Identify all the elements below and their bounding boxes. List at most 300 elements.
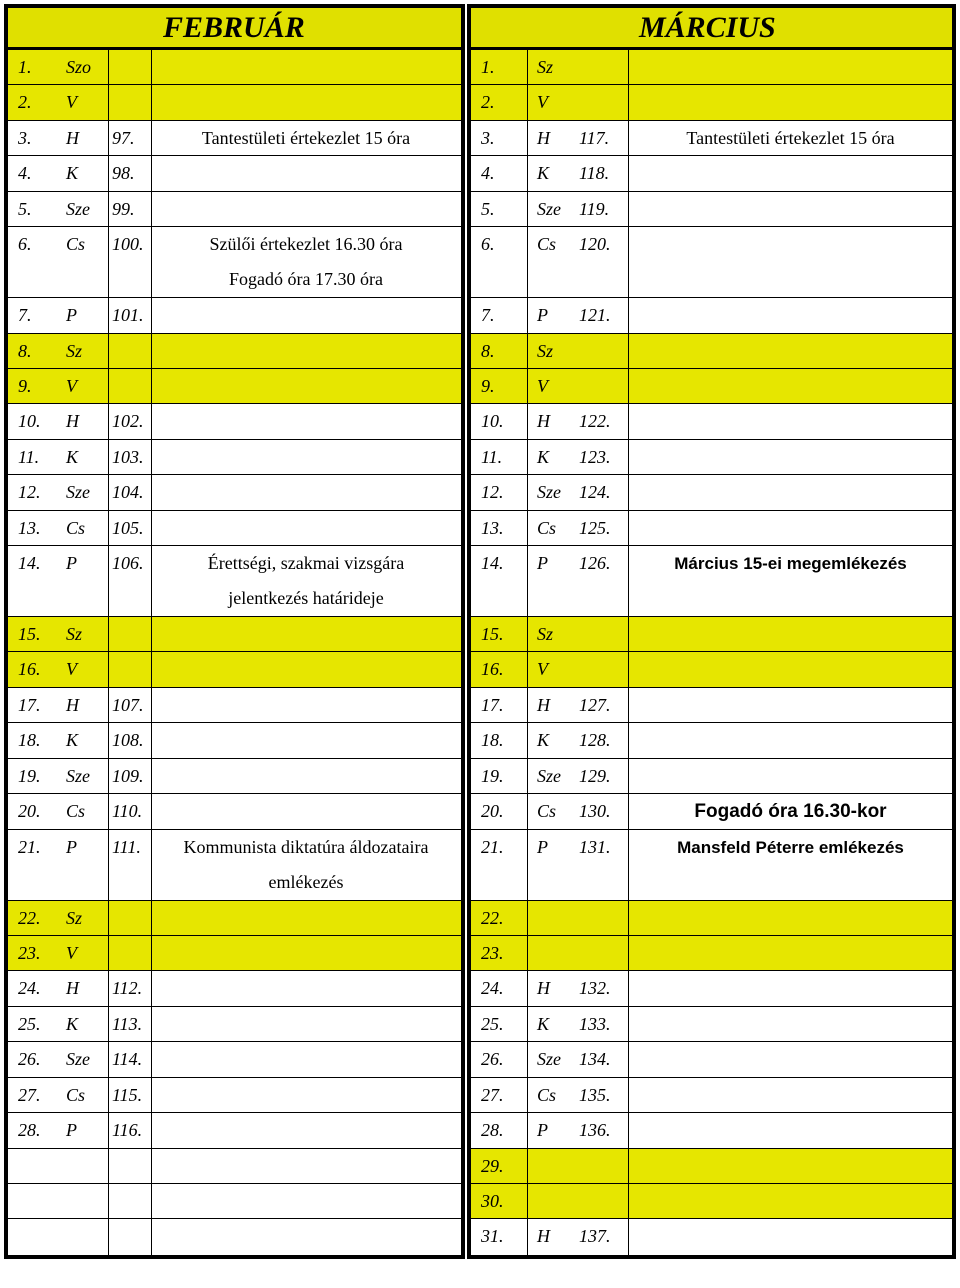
day-row [471, 1113, 952, 1148]
day-number: 29. [481, 1155, 504, 1176]
school-day-number: 102. [112, 411, 144, 432]
school-day-number: 134. [579, 1049, 611, 1070]
school-day-number: 120. [579, 234, 611, 255]
day-number: 20. [18, 801, 41, 822]
weekday: P [537, 836, 548, 857]
column-divider [151, 192, 152, 226]
day-number: 2. [18, 92, 32, 113]
column-divider [151, 794, 152, 828]
weekday: Sz [66, 624, 83, 645]
day-number: 19. [481, 765, 504, 786]
weekday: K [66, 163, 79, 184]
day-row [8, 192, 461, 227]
column-divider [527, 298, 528, 332]
column-divider [527, 227, 528, 297]
column-divider [151, 652, 152, 686]
day-row [471, 1007, 952, 1042]
column-divider [108, 1113, 109, 1147]
column-divider [108, 1219, 109, 1254]
day-row [471, 830, 952, 901]
column-divider [527, 617, 528, 651]
day-number: 21. [18, 836, 41, 857]
school-day-number: 121. [579, 305, 611, 326]
day-number: 12. [481, 482, 504, 503]
column-divider [151, 971, 152, 1005]
weekday: K [537, 730, 550, 751]
weekday: P [66, 1120, 77, 1141]
day-number: 18. [18, 730, 41, 751]
event-text [628, 830, 953, 865]
day-row [8, 440, 461, 475]
weekday: Sze [66, 198, 90, 219]
day-number: 11. [481, 446, 503, 467]
column-divider [527, 652, 528, 686]
weekday: P [537, 553, 548, 574]
column-divider [628, 901, 629, 935]
day-row [8, 830, 461, 901]
month-header [471, 8, 952, 50]
column-divider [527, 830, 528, 900]
event-text [151, 121, 461, 156]
column-divider [527, 794, 528, 828]
column-divider [108, 794, 109, 828]
day-row [8, 1042, 461, 1077]
column-divider [151, 1184, 152, 1218]
column-divider [108, 688, 109, 722]
day-row [471, 1042, 952, 1077]
school-day-number: 119. [579, 198, 610, 219]
column-divider [527, 369, 528, 403]
column-divider [151, 1219, 152, 1254]
column-divider [628, 617, 629, 651]
column-divider [151, 759, 152, 793]
day-row [471, 901, 952, 936]
column-divider [151, 298, 152, 332]
column-divider [151, 1007, 152, 1041]
day-row [471, 1078, 952, 1113]
school-day-number: 99. [112, 198, 135, 219]
school-day-number: 133. [579, 1013, 611, 1034]
day-row [471, 617, 952, 652]
weekday: H [66, 978, 79, 999]
month-title: MÁRCIUS [639, 11, 776, 44]
day-row [471, 85, 952, 120]
column-divider [628, 156, 629, 190]
weekday: Sze [66, 482, 90, 503]
day-row [471, 794, 952, 829]
column-divider [108, 830, 109, 900]
day-number: 7. [481, 305, 495, 326]
event-line: Mansfeld Péterre emlékezés [677, 837, 904, 857]
day-number: 17. [481, 694, 504, 715]
column-divider [527, 1184, 528, 1218]
day-number: 10. [18, 411, 41, 432]
day-number: 16. [18, 659, 41, 680]
day-number: 6. [481, 234, 495, 255]
weekday: Cs [537, 234, 557, 255]
day-row [471, 192, 952, 227]
day-row [8, 688, 461, 723]
day-row [8, 85, 461, 120]
weekday: Cs [537, 1084, 557, 1105]
column-divider [151, 1113, 152, 1147]
weekday: Cs [66, 234, 86, 255]
column-divider [108, 298, 109, 332]
day-row [471, 121, 952, 156]
day-number: 1. [481, 57, 495, 77]
weekday: H [66, 411, 79, 432]
column-divider [151, 475, 152, 509]
weekday: Sze [537, 482, 561, 503]
school-day-number: 104. [112, 482, 144, 503]
weekday: Sz [537, 340, 554, 361]
event-line: Kommunista diktatúra áldozataira [183, 836, 429, 857]
school-day-number: 114. [112, 1049, 143, 1070]
day-row [8, 121, 461, 156]
weekday: P [537, 305, 548, 326]
day-number: 4. [481, 163, 495, 184]
day-row [8, 156, 461, 191]
day-row [8, 652, 461, 687]
day-number: 30. [481, 1191, 504, 1212]
column-divider [151, 936, 152, 970]
school-day-number: 123. [579, 446, 611, 467]
school-day-number: 97. [112, 127, 135, 148]
column-divider [527, 1149, 528, 1183]
day-rows [471, 50, 952, 1255]
event-text [628, 546, 953, 581]
event-line: Érettségi, szakmai vizsgára [207, 553, 405, 574]
day-row [8, 475, 461, 510]
day-row [471, 936, 952, 971]
day-row [8, 617, 461, 652]
column-divider [628, 227, 629, 297]
february-calendar [4, 4, 465, 1259]
day-row [471, 440, 952, 475]
event-line: Szülői értekezlet 16.30 óra [209, 234, 403, 255]
weekday: Cs [537, 801, 557, 822]
weekday: V [66, 375, 77, 396]
event-line: jelentkezés határideje [228, 588, 384, 609]
day-number: 8. [481, 340, 495, 361]
column-divider [628, 688, 629, 722]
column-divider [527, 1113, 528, 1147]
day-number: 4. [18, 163, 32, 184]
day-row [471, 652, 952, 687]
column-divider [628, 1078, 629, 1112]
weekday: Sze [66, 765, 90, 786]
day-number: 5. [18, 198, 32, 219]
day-number: 7. [18, 305, 32, 326]
weekday: P [66, 305, 77, 326]
column-divider [108, 227, 109, 297]
school-day-number: 108. [112, 730, 144, 751]
column-divider [527, 121, 528, 155]
event-line: Fogadó óra 16.30-kor [694, 801, 887, 823]
school-day-number: 130. [579, 801, 611, 822]
weekday: Cs [66, 1084, 86, 1105]
day-number: 17. [18, 694, 41, 715]
day-row [471, 971, 952, 1006]
column-divider [527, 546, 528, 616]
day-number: 3. [481, 127, 495, 148]
school-day-number: 100. [112, 234, 144, 255]
day-number: 15. [481, 624, 504, 645]
day-number: 27. [481, 1084, 504, 1105]
column-divider [628, 1219, 629, 1254]
column-divider [108, 652, 109, 686]
day-number: 26. [481, 1049, 504, 1070]
column-divider [108, 617, 109, 651]
school-day-number: 101. [112, 305, 144, 326]
school-day-number: 109. [112, 765, 144, 786]
day-row [471, 1149, 952, 1184]
event-text [151, 546, 461, 616]
day-row [471, 759, 952, 794]
column-divider [628, 1042, 629, 1076]
day-number: 25. [18, 1013, 41, 1034]
day-row [471, 1184, 952, 1219]
day-row [471, 475, 952, 510]
column-divider [628, 936, 629, 970]
column-divider [108, 971, 109, 1005]
day-number: 5. [481, 198, 495, 219]
weekday: V [66, 942, 77, 963]
weekday: V [66, 659, 77, 680]
event-line: Tantestületi értekezlet 15 óra [686, 127, 895, 148]
day-number: 11. [18, 446, 40, 467]
day-row [8, 227, 461, 298]
weekday: H [537, 978, 550, 999]
day-row [8, 759, 461, 794]
day-number: 21. [481, 836, 504, 857]
day-row [8, 936, 461, 971]
column-divider [108, 1007, 109, 1041]
column-divider [151, 156, 152, 190]
column-divider [108, 85, 109, 119]
day-row [471, 1219, 952, 1254]
column-divider [527, 1078, 528, 1112]
day-row [471, 688, 952, 723]
weekday: H [537, 127, 550, 148]
column-divider [527, 440, 528, 474]
column-divider [151, 1042, 152, 1076]
day-number: 14. [481, 553, 504, 574]
column-divider [151, 901, 152, 935]
column-divider [108, 440, 109, 474]
column-divider [151, 617, 152, 651]
day-number: 6. [18, 234, 32, 255]
weekday: P [66, 553, 77, 574]
column-divider [151, 369, 152, 403]
school-day-number: 122. [579, 411, 611, 432]
weekday: V [537, 659, 548, 680]
column-divider [527, 334, 528, 368]
event-text [628, 121, 953, 156]
day-number: 8. [18, 340, 32, 361]
school-day-number: 132. [579, 978, 611, 999]
day-number: 13. [18, 517, 41, 538]
school-day-number: 128. [579, 730, 611, 751]
day-number: 9. [481, 375, 495, 396]
column-divider [527, 192, 528, 226]
weekday: K [66, 1013, 79, 1034]
column-divider [108, 723, 109, 757]
day-number: 31. [481, 1226, 504, 1247]
column-divider [527, 404, 528, 438]
day-row [8, 334, 461, 369]
day-number: 10. [481, 411, 504, 432]
school-day-number: 112. [112, 978, 143, 999]
school-day-number: 103. [112, 446, 144, 467]
event-line: Fogadó óra 17.30 óra [229, 269, 383, 290]
event-line: emlékezés [268, 871, 344, 892]
column-divider [628, 971, 629, 1005]
weekday: H [66, 127, 79, 148]
column-divider [108, 511, 109, 545]
column-divider [628, 723, 629, 757]
day-row [8, 404, 461, 439]
day-row [471, 50, 952, 85]
weekday: P [66, 836, 77, 857]
column-divider [527, 688, 528, 722]
column-divider [151, 440, 152, 474]
weekday: Cs [537, 517, 557, 538]
weekday: Sz [66, 907, 83, 928]
column-divider [527, 936, 528, 970]
column-divider [527, 759, 528, 793]
column-divider [628, 1184, 629, 1218]
column-divider [151, 688, 152, 722]
day-row [8, 1078, 461, 1113]
weekday: P [537, 1120, 548, 1141]
day-number: 24. [481, 978, 504, 999]
month-header [8, 8, 461, 50]
weekday: Sz [537, 624, 554, 645]
weekday: Sze [537, 198, 561, 219]
event-text [151, 227, 461, 297]
column-divider [151, 1078, 152, 1112]
weekday: K [537, 1013, 550, 1034]
column-divider [108, 1184, 109, 1218]
school-day-number: 107. [112, 694, 144, 715]
column-divider [628, 511, 629, 545]
day-row [471, 156, 952, 191]
column-divider [527, 1042, 528, 1076]
weekday: V [537, 92, 548, 113]
column-divider [628, 298, 629, 332]
school-day-number: 111. [112, 836, 141, 857]
column-divider [628, 404, 629, 438]
day-row [471, 404, 952, 439]
school-day-number: 125. [579, 517, 611, 538]
school-day-number: 124. [579, 482, 611, 503]
day-row [471, 298, 952, 333]
day-number: 20. [481, 801, 504, 822]
weekday: H [66, 694, 79, 715]
weekday: Sz [537, 57, 554, 77]
column-divider [151, 404, 152, 438]
day-number: 27. [18, 1084, 41, 1105]
weekday: Cs [66, 517, 86, 538]
column-divider [628, 334, 629, 368]
day-number: 2. [481, 92, 495, 113]
event-text [628, 794, 953, 829]
school-day-number: 129. [579, 765, 611, 786]
column-divider [628, 440, 629, 474]
column-divider [108, 334, 109, 368]
day-row [8, 1007, 461, 1042]
column-divider [108, 121, 109, 155]
day-number: 3. [18, 127, 32, 148]
column-divider [108, 759, 109, 793]
column-divider [628, 192, 629, 226]
day-number: 23. [18, 942, 41, 963]
day-number: 14. [18, 553, 41, 574]
weekday: Sz [66, 340, 83, 361]
event-line: Március 15-ei megemlékezés [674, 554, 907, 574]
column-divider [108, 1078, 109, 1112]
day-number: 16. [481, 659, 504, 680]
day-number: 25. [481, 1013, 504, 1034]
column-divider [108, 369, 109, 403]
school-day-number: 118. [579, 163, 610, 184]
column-divider [108, 1042, 109, 1076]
weekday: V [537, 375, 548, 396]
column-divider [628, 759, 629, 793]
column-divider [108, 546, 109, 616]
day-rows [8, 50, 461, 1255]
column-divider [527, 475, 528, 509]
school-day-number: 106. [112, 553, 144, 574]
school-day-number: 98. [112, 163, 135, 184]
column-divider [527, 50, 528, 84]
day-number: 28. [481, 1120, 504, 1141]
column-divider [527, 901, 528, 935]
day-number: 13. [481, 517, 504, 538]
day-number: 15. [18, 624, 41, 645]
column-divider [151, 85, 152, 119]
column-divider [628, 50, 629, 84]
weekday: K [66, 730, 79, 751]
column-divider [108, 192, 109, 226]
column-divider [108, 936, 109, 970]
column-divider [108, 50, 109, 84]
column-divider [151, 511, 152, 545]
day-number: 22. [481, 907, 504, 928]
weekday: K [537, 163, 550, 184]
day-row [8, 298, 461, 333]
school-day-number: 105. [112, 517, 144, 538]
day-row [471, 546, 952, 617]
day-number: 12. [18, 482, 41, 503]
day-number: 19. [18, 765, 41, 786]
day-row [8, 723, 461, 758]
day-number: 18. [481, 730, 504, 751]
column-divider [628, 1149, 629, 1183]
day-row [8, 1113, 461, 1148]
school-day-number: 116. [112, 1120, 143, 1141]
day-number: 9. [18, 375, 32, 396]
day-row [471, 334, 952, 369]
day-row [471, 369, 952, 404]
weekday: K [66, 446, 79, 467]
weekday: H [537, 1226, 550, 1247]
day-row [8, 511, 461, 546]
march-calendar [467, 4, 956, 1259]
column-divider [628, 369, 629, 403]
column-divider [628, 1007, 629, 1041]
